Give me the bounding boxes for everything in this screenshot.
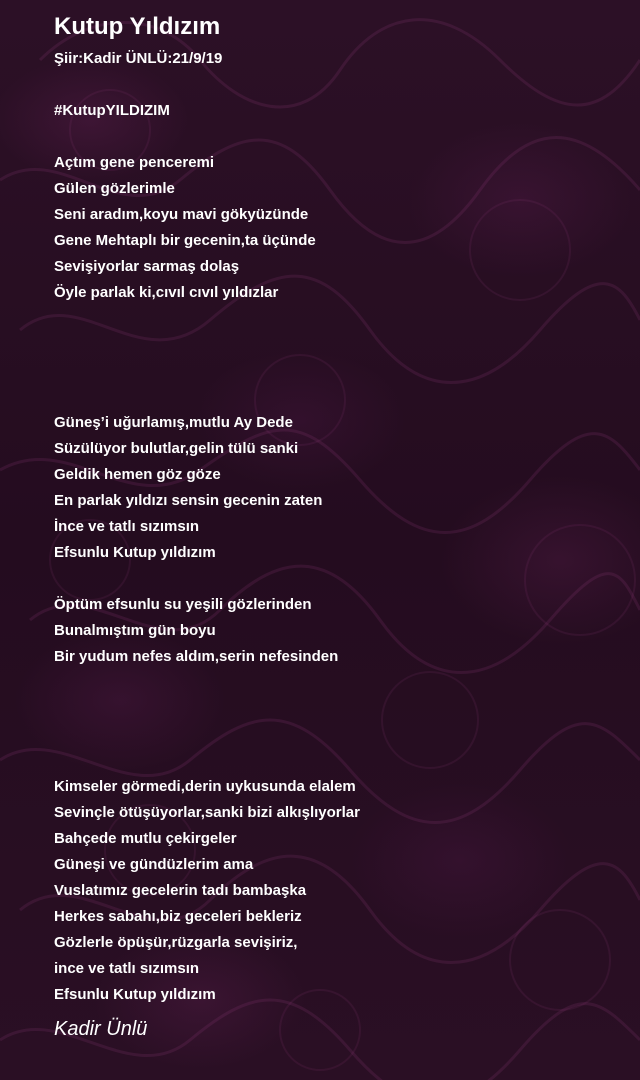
poem-line: Güneşi ve gündüzlerim ama bbox=[54, 856, 254, 873]
poem-content bbox=[54, 12, 624, 1008]
poem-line: Gene Mehtaplı bir gecenin,ta üçünde bbox=[54, 232, 316, 249]
poem-line: Efsunlu Kutup yıldızım bbox=[54, 544, 216, 561]
poem-line: ince ve tatlı sızımsın bbox=[54, 960, 200, 977]
poem-blank-line bbox=[54, 306, 624, 332]
poem-blank-line bbox=[54, 124, 624, 150]
poem-line: Geldik hemen göz göze bbox=[54, 466, 221, 483]
poem-blank-line bbox=[54, 670, 624, 696]
poem-blank-line bbox=[54, 358, 624, 384]
poem-line: #KutupYILDIZIM bbox=[54, 102, 170, 119]
poem-line: Gülen gözlerimle bbox=[54, 180, 175, 197]
poem-blank-line bbox=[54, 384, 624, 410]
poem-blank-line bbox=[54, 696, 624, 722]
poem-blank-line bbox=[54, 722, 624, 748]
poem-author: Kadir Ünlü bbox=[54, 1018, 148, 1040]
poem-line: İnce ve tatlı sızımsın bbox=[54, 518, 200, 535]
poem-line: Sevinçle ötüşüyorlar,sanki bizi alkışlıyorlar bbox=[54, 804, 360, 821]
poem-line: Kimseler görmedi,derin uykusunda elalem bbox=[54, 778, 356, 795]
poem-blank-line bbox=[54, 748, 624, 774]
poem-line: Gözlerle öpüşür,rüzgarla sevişiriz, bbox=[54, 934, 298, 951]
poem-line: Sevişiyorlar sarmaş dolaş bbox=[54, 258, 240, 275]
poem-line: Öyle parlak ki,cıvıl cıvıl yıldızlar bbox=[54, 284, 279, 301]
poem-line: Bir yudum nefes aldım,serin nefesinden bbox=[54, 648, 339, 665]
poem-line: Bunalmıştım gün boyu bbox=[54, 622, 216, 639]
poem-line: Efsunlu Kutup yıldızım bbox=[54, 986, 216, 1003]
poem-line: Herkes sabahı,biz geceleri bekleriz bbox=[54, 908, 302, 925]
poem-line: En parlak yıldızı sensin gecenin zaten bbox=[54, 492, 323, 509]
poem-title: Kutup Yıldızım bbox=[54, 13, 221, 40]
poem-line: Şiir:Kadir ÜNLÜ:21/9/19 bbox=[54, 50, 223, 67]
poem-body bbox=[54, 46, 624, 1008]
poem-line: Vuslatımız gecelerin tadı bambaşka bbox=[54, 882, 307, 899]
poem-blank-line bbox=[54, 332, 624, 358]
poem-line: Süzülüyor bulutlar,gelin tülü sanki bbox=[54, 440, 299, 457]
poem-blank-line bbox=[54, 566, 624, 592]
poem-line: Seni aradım,koyu mavi gökyüzünde bbox=[54, 206, 309, 223]
poem-line: Güneş’i uğurlamış,mutlu Ay Dede bbox=[54, 414, 293, 431]
poem-blank-line bbox=[54, 72, 624, 98]
poem-line: Açtım gene penceremi bbox=[54, 154, 215, 171]
poem-line: Bahçede mutlu çekirgeler bbox=[54, 830, 237, 847]
poem-line: Öptüm efsunlu su yeşili gözlerinden bbox=[54, 596, 312, 613]
